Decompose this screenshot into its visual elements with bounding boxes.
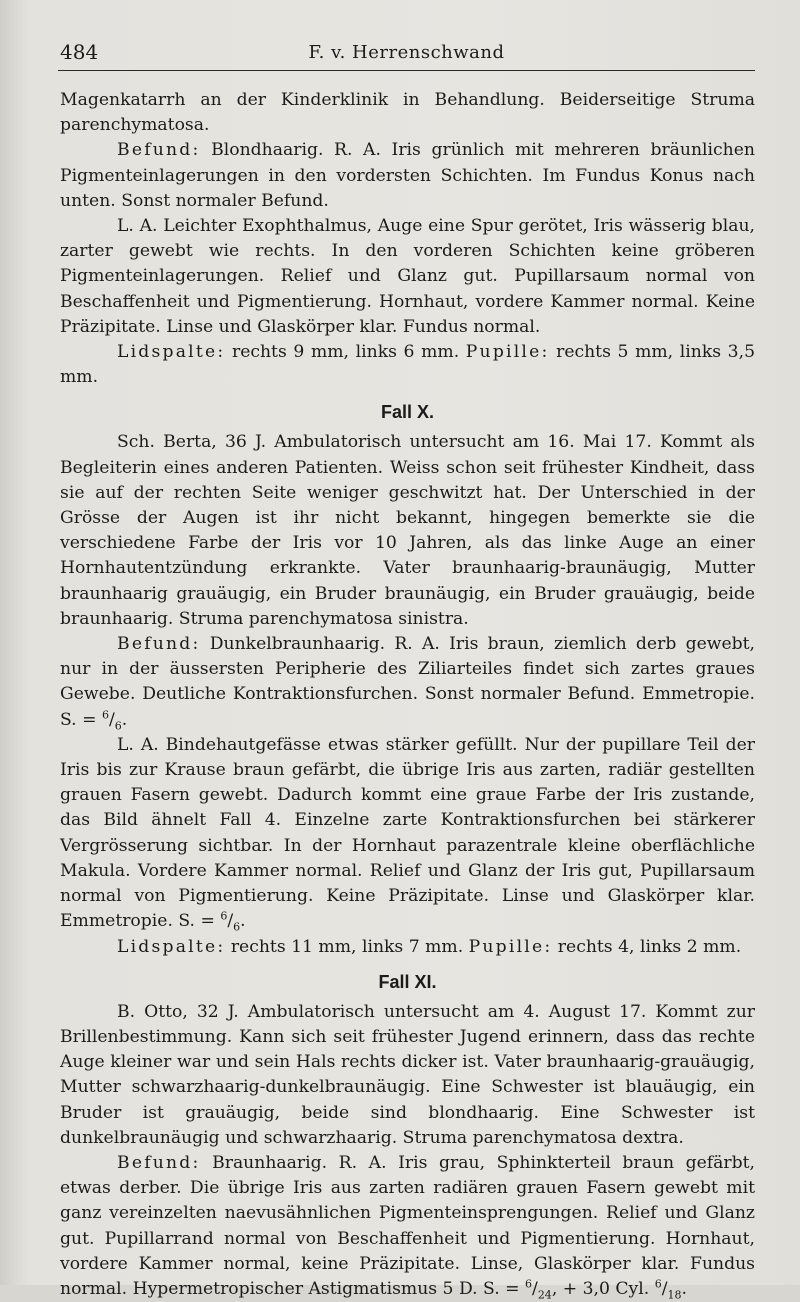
paragraph-text: Dunkelbraunhaarig. R. A. Iris braun, ziemlich derb gewebt, nur in der äussersten Peripherie des Ziliarteiles findet sich zartes graues Gewebe. Deutliche Kontraktionsfurchen. Sonst normaler Befund. Emmetropie. S. =: [60, 634, 755, 730]
fraction-numerator: 6: [525, 1277, 533, 1291]
paragraph: [60, 340, 755, 390]
paragraph-text: rechts 4, links 2 mm.: [552, 936, 742, 957]
paragraph-text: .: [681, 1278, 687, 1299]
fraction-numerator: 6: [101, 707, 109, 721]
paragraph: B. Otto, 32 J. Ambulatorisch untersucht am 4. August 17. Kommt zur Brillenbestimmung. Kann sich seit frühester Jugend erinnern, dass das rechte Auge kleiner war und sein Hals rechts dicker ist. Vater braunhaarig-grauäugig, Mutter schwarzhaarig-dunkelbraunäugig. Eine Schwester ist blauäugig, ein Bruder ist grauäugig, beide sind blondhaarig. Eine Schwester ist dunkelbraunäugig und schwarzhaarig. Struma parenchymatosa dextra.: [60, 1001, 755, 1148]
paragraph-text: Braunhaarig. R. A. Iris grau, Sphinkterteil braun gefärbt, etwas derber. Die übrige Iris aus zarten radiären grauen Fasern gewebt mit ganz vereinzelten naevusähnlichen Pigmenteinsprengungen. Relief und Glanz gut. Pupillarrand normal von Beschaffenheit und Pigmentierung. Hornhaut, vordere Kammer normal, keine Präzipitate. Linse, Glaskörper klar. Fundus normal. Hypermetropischer Astigmatismus 5 D. S. =: [60, 1152, 755, 1299]
befund-label: Befund:: [117, 140, 201, 161]
running-title: F. v. Herrenschwand: [308, 42, 505, 63]
paragraph: Magenkatarrh an der Kinderklinik in Behandlung. Beiderseitige Struma parenchymatosa.: [60, 90, 755, 136]
page-body: [60, 88, 755, 1302]
lidspalte-label: Lidspalte:: [117, 936, 226, 957]
lidspalte-label: Lidspalte:: [117, 342, 226, 363]
fraction-denominator: 24: [537, 1288, 552, 1302]
paragraph-text: , + 3,0 Cyl.: [551, 1278, 655, 1299]
fraction-numerator: 6: [220, 909, 228, 923]
befund-label: Befund:: [117, 634, 201, 655]
paragraph: L. A. Leichter Exophthalmus, Auge eine Spur gerötet, Iris wässerig blau, zarter gewebt wie rechts. In den vorderen Schichten keine gröberen Pigmenteinlagerungen. Relief und Glanz gut. Pupillarsaum normal von Beschaffenheit und Pigmentierung. Hornhaut, vordere Kammer normal. Keine Präzipitate. Linse und Glaskörper klar. Fundus normal.: [60, 216, 755, 337]
paragraph: Befund: Dunkelbraunhaarig. R. A. Iris braun, ziemlich derb gewebt, nur in der äussersten Peripherie des Ziliarteiles findet sich zartes graues Gewebe. Deutliche Kontraktionsfurchen. Sonst normaler Befund. Emmetropie. S. = $^6/_6$.: [60, 634, 755, 733]
paragraph: Befund: Braunhaarig. R. A. Iris grau, Sphinkterteil braun gefärbt, etwas derber. Die übrige Iris aus zarten radiären grauen Fasern gewebt mit ganz vereinzelten naevusähnlichen Pigmenteinsprengungen. Relief und Glanz gut. Pupillarrand normal von Beschaffenheit und Pigmentierung. Hornhaut, vordere Kammer normal, keine Präzipitate. Linse, Glaskörper klar. Fundus normal. Hypermetropischer Astigmatismus 5 D. S. = $^6/_{24}$, + 3,0 Cyl. $^6/_{18}$.: [60, 1152, 755, 1302]
paragraph-text: Blondhaarig. R. A. Iris grünlich mit mehreren bräunlichen Pigmenteinlagerungen in den vordersten Schichten. Im Fundus Konus nach unten. Sonst normaler Befund.: [60, 140, 755, 211]
paragraph-text: L. A. Bindehautgefässe etwas stärker gefüllt. Nur der pupillare Teil der Iris bis zur Krause braun gefärbt, die übrige Iris aus zarten, radiär gestellten grauen Fasern gewebt. Dadurch kommt eine graue Farbe der Iris zustande, das Bild ähnelt Fall 4. Einzelne zarte Kontraktionsfurchen bei stärkerer Vergrösserung sichtbar. In der Hornhaut parazentrale kleine oberflächliche Makula. Vordere Kammer normal. Relief und Glanz der Iris gut, Pupillarsaum normal von Pigmentierung. Keine Präzipitate. Linse und Glaskörper klar. Emmetropie. S. =: [60, 734, 755, 932]
section-heading: Fall XI.: [378, 971, 437, 992]
paragraph-text: .: [240, 911, 246, 932]
section-heading: Fall X.: [380, 402, 434, 423]
paragraph-text: .: [121, 709, 128, 730]
pupille-label: Pupille:: [465, 342, 550, 363]
paragraph: [60, 935, 755, 960]
pupille-label: Pupille:: [468, 936, 553, 957]
paragraph: L. A. Bindehautgefässe etwas stärker gefüllt. Nur der pupillare Teil der Iris bis zur Krause braun gefärbt, die übrige Iris aus zarten, radiär gestellten grauen Fasern gewebt. Dadurch kommt eine graue Farbe der Iris zustande, das Bild ähnelt Fall 4. Einzelne zarte Kontraktionsfurchen bei stärkerer Vergrösserung sichtbar. In der Hornhaut parazentrale kleine oberflächliche Makula. Vordere Kammer normal. Relief und Glanz der Iris gut, Pupillarsaum normal von Pigmentierung. Keine Präzipitate. Linse und Glaskörper klar. Emmetropie. S. = $^6/_6$.: [60, 734, 755, 934]
fraction-denominator: 6: [114, 719, 122, 733]
paragraph: [60, 138, 755, 214]
befund-label: Befund:: [117, 1152, 201, 1173]
paragraph: Sch. Berta, 36 J. Ambulatorisch untersucht am 16. Mai 17. Kommt als Begleiterin eines anderen Patienten. Weiss schon seit frühester Kindheit, dass sie auf der rechten Seite weniger geschwitzt hat. Der Unterschied in der Grösse der Augen ist ihr nicht bekannt, hingegen bemerkte sie die verschiedene Farbe der Iris vor 10 Jahren, als das linke Auge an einer Hornhautentzündung erkrankte. Vater braunhaarig-braunäugig, Mutter braunhaarig grauäugig, ein Bruder braunäugig, ein Bruder grauäugig, beide braunhaarig. Struma parenchymatosa sinistra.: [60, 432, 755, 629]
fraction-denominator: 18: [667, 1288, 682, 1302]
fraction-denominator: 6: [233, 920, 241, 934]
fraction-numerator: 6: [654, 1277, 662, 1291]
paragraph-text: rechts 5 mm, links 3,5 mm.: [60, 342, 756, 388]
page-header: [58, 40, 755, 71]
paragraph-text: rechts 9 mm, links 6 mm.: [225, 342, 466, 363]
page-number: 484: [60, 40, 99, 64]
paragraph-text: rechts 11 mm, links 7 mm.: [225, 936, 469, 957]
